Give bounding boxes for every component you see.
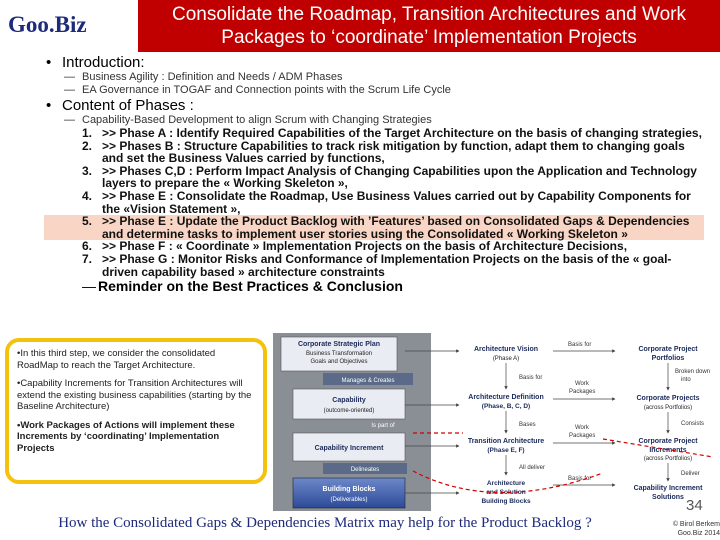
logo: Goo.Biz: [8, 12, 87, 37]
solution-label: Building Blocks: [481, 498, 531, 505]
vision-sub: (Phase A): [492, 356, 520, 362]
phase-item: 3. >> Phases C,D : Perform Impact Analysis of Changing Capabilities upon the Application and Technology layers to prepare the « Working Skeleton »,: [82, 163, 697, 191]
bases-label: Bases: [519, 422, 536, 428]
plan-sub: Business Transformation: [305, 351, 373, 357]
solution-label: and Solution: [486, 489, 526, 496]
callout-text: •Capability Increments for Transition Architectures will extend the existing business capabilities (starting by the Baseline Architecture): [17, 378, 252, 412]
phase-item: 7. >> Phase G : Monitor Risks and Conformance of Implementation Projects on the basis of the « goal-driven capability based » architecture constraints: [82, 251, 672, 279]
basis-for-label: Basis for: [519, 375, 543, 381]
portfolio-label: Portfolios: [651, 355, 685, 362]
all-deliver-label: All deliver: [519, 465, 546, 471]
content-heading: • Content of Phases :: [44, 97, 704, 114]
intro-item: — Business Agility : Definition and Needs / ADM Phases: [44, 71, 704, 84]
callout-text: •Work Packages of Actions will implement these Increments by ‘coordinating’ Implementation Projects: [17, 419, 235, 454]
consists-label: Consists: [681, 421, 705, 427]
manages-label: Manages & Creates: [341, 378, 395, 384]
page-number: 34: [686, 497, 703, 514]
solution-label: Architecture: [486, 480, 526, 487]
arrow-label: Work: [575, 425, 589, 431]
transition-label: Transition Architecture: [467, 438, 545, 445]
projects-sub: (across Portfolios): [643, 405, 693, 411]
phase-item-highlighted: 5. >> Phase E : Update the Product Backlog with ’Features’ based on Consolidated Gaps & Dependencies and determine tasks to implement user stories using the Consolidated « Working Skeleton »: [44, 215, 704, 240]
reminder-heading: — Reminder on the Best Practices & Conclusion: [44, 278, 704, 294]
solutions-label: Capability Increment: [633, 485, 703, 492]
content-subheading: — Capability-Based Development to align Scrum with Changing Strategies: [44, 114, 704, 127]
definition-label: Architecture Definition: [468, 394, 544, 401]
deliver-label: Deliver: [681, 471, 700, 477]
arrow-label: Basis for: [568, 342, 592, 348]
building-blocks-box: [293, 478, 405, 508]
building-blocks-sub: (Deliverables): [330, 497, 368, 503]
plan-sub: Goals and Objectives: [310, 359, 368, 365]
projects-label: Corporate Projects: [636, 395, 700, 402]
phase-item: 1. >> Phase A : Identify Required Capabilities of the Target Architecture on the basis of changing strategies,: [82, 126, 702, 140]
capability-label: Capability: [332, 397, 366, 404]
capability-sub: (outcome-oriented): [323, 408, 375, 414]
increments-sub: (across Portfolios): [643, 456, 693, 462]
building-blocks-label: Building Blocks: [322, 486, 376, 493]
vision-label: Architecture Vision: [473, 346, 539, 353]
arrow-label: Basis for: [568, 476, 592, 482]
togaf-diagram: [263, 333, 720, 511]
arrow-label: Packages: [569, 433, 596, 439]
broken-down-label: Broken down: [675, 369, 711, 375]
arrow-label: Work: [575, 381, 589, 387]
intro-heading: • Introduction:: [44, 54, 704, 71]
phase-item: 6. >> Phase F : « Coordinate » Implementation Projects on the basis of Architecture Decisions,: [82, 239, 628, 254]
phase-item: 2. >> Phases B : Structure Capabilities to track risk mitigation by function, adapt them to changing goals and set the Business Values carried by functions,: [82, 138, 685, 166]
delineates-label: Delineates: [350, 467, 380, 473]
broken-down-label: into: [681, 377, 691, 383]
cap-increment-label: Capability Increment: [314, 445, 384, 452]
portfolio-label: Corporate Project: [638, 346, 698, 353]
capability-box: [293, 389, 405, 419]
explanation-callout: [5, 338, 267, 484]
intro-item: — EA Governance in TOGAF and Connection points with the Scrum Life Cycle: [44, 84, 704, 97]
plan-title: Corporate Strategic Plan: [297, 341, 381, 348]
transition-sub: (Phase E, F): [487, 447, 525, 454]
solutions-label: Solutions: [652, 494, 684, 501]
outline: [44, 54, 704, 294]
arrow-label: Packages: [569, 389, 596, 395]
definition-sub: (Phase, B, C, D): [481, 403, 531, 410]
increments-label: Corporate Project: [638, 438, 698, 445]
copyright: © Birol Berkem Goo.Biz 2014: [672, 521, 720, 537]
slide-caption: How the Consolidated Gaps & Dependencies Matrix may help for the Product Backlog ?: [58, 515, 592, 531]
phase-item: 4. >> Phase E : Consolidate the Roadmap, Use Business Values carried out by Capability Components for the «Vision Statement »,: [82, 188, 691, 216]
slide-title: Consolidate the Roadmap, Transition Architectures and Work Packages to ‘coordinate’ Implementation Projects: [138, 0, 720, 52]
callout-text: •In this third step, we consider the consolidated RoadMap to reach the Target Architecture.: [17, 348, 216, 371]
is-part-label: Is part of: [371, 423, 395, 429]
increments-label: Increments: [649, 447, 687, 454]
